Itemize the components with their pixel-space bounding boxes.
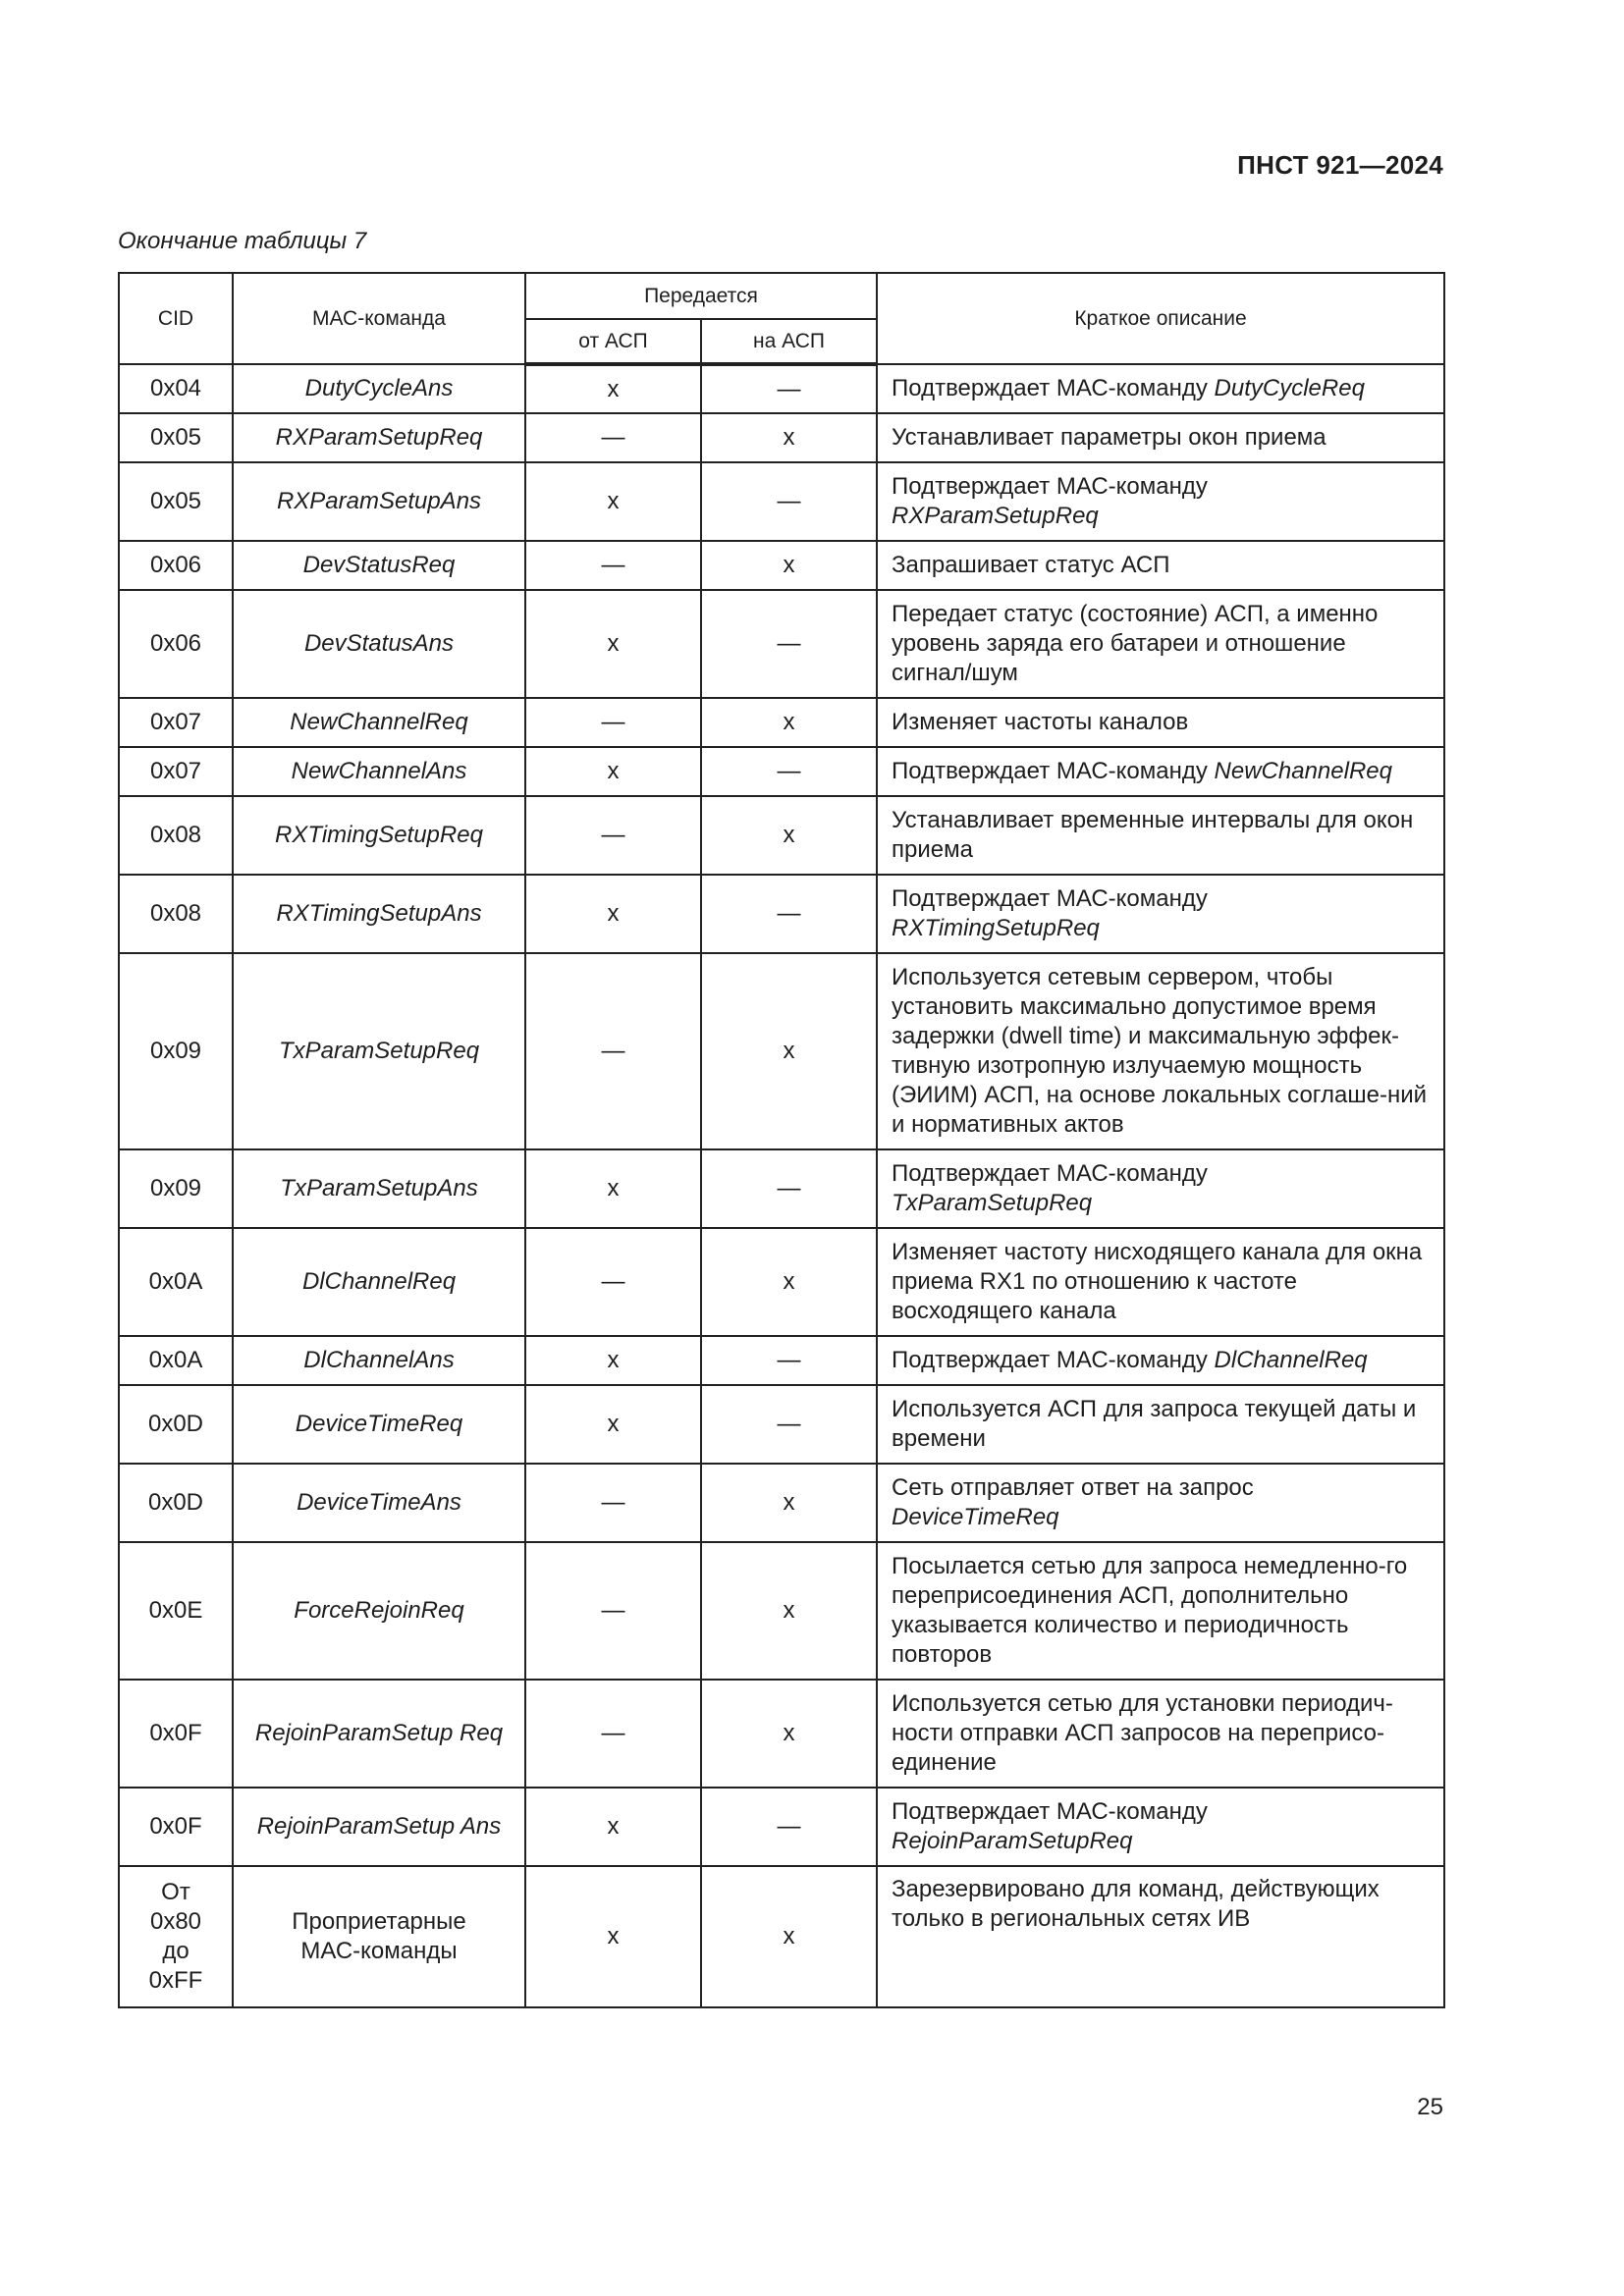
table-row: [119, 1385, 1444, 1464]
mac-command-cell: DeviceTimeReq: [233, 1385, 525, 1464]
mac-command-cell: DeviceTimeAns: [233, 1464, 525, 1542]
description-cell: [877, 796, 1444, 875]
mac-command-cell: [233, 1866, 525, 2007]
mac-command-cell: RXParamSetupAns: [233, 462, 525, 541]
table-row: [119, 462, 1444, 541]
to-asp-cell: x: [701, 1866, 877, 2007]
to-asp-cell: x: [701, 541, 877, 590]
mac-command-cell: RXTimingSetupReq: [233, 796, 525, 875]
cid-cell: 0x05: [119, 462, 233, 541]
description-cell: [877, 590, 1444, 698]
cid-cell: 0x0F: [119, 1788, 233, 1866]
description-cell: [877, 1542, 1444, 1680]
cid-cell: 0x0D: [119, 1464, 233, 1542]
description-text: Устанавливает параметры окон приема: [892, 424, 1326, 451]
from-asp-cell: x: [525, 364, 701, 413]
description-cell: [877, 953, 1444, 1149]
to-asp-cell: —: [701, 1788, 877, 1866]
document-code: ПНСТ 921—2024: [1237, 150, 1443, 180]
description-command-ref: TxParamSetupReq: [892, 1190, 1093, 1216]
from-asp-cell: —: [525, 541, 701, 590]
from-asp-cell: —: [525, 1542, 701, 1680]
table-row: [119, 698, 1444, 747]
from-asp-cell: —: [525, 796, 701, 875]
description-command-ref: DlChannelReq: [1214, 1347, 1368, 1373]
description-text: Посылается сетью для запроса немедленно-го переприсоединения АСП, дополнительно указывается количество и периодичность повторов: [892, 1553, 1408, 1668]
to-asp-cell: —: [701, 1149, 877, 1228]
description-cell: [877, 1680, 1444, 1788]
mac-command-cell: RXTimingSetupAns: [233, 875, 525, 953]
table-row: [119, 1788, 1444, 1866]
table-row: [119, 364, 1444, 413]
table-row: [119, 1228, 1444, 1336]
to-asp-cell: —: [701, 590, 877, 698]
cid-range-line: до: [162, 1938, 189, 1964]
description-command-ref: RXParamSetupReq: [892, 503, 1099, 529]
cid-cell: 0x0D: [119, 1385, 233, 1464]
table-body: [119, 364, 1444, 2007]
mac-command-cell: NewChannelReq: [233, 698, 525, 747]
cid-cell: 0x0A: [119, 1336, 233, 1385]
header-transmitted: Передается: [525, 273, 877, 319]
table-row: [119, 1336, 1444, 1385]
header-from-asp: от АСП: [525, 319, 701, 364]
description-text: Подтверждает МАС-команду: [892, 1160, 1208, 1187]
description-text: Подтверждает МАС-команду: [892, 885, 1208, 912]
cid-cell: 0x08: [119, 875, 233, 953]
mac-command-cell: TxParamSetupReq: [233, 953, 525, 1149]
table-row: [119, 953, 1444, 1149]
to-asp-cell: —: [701, 364, 877, 413]
cid-cell: 0x07: [119, 747, 233, 796]
from-asp-cell: x: [525, 1385, 701, 1464]
to-asp-cell: x: [701, 1228, 877, 1336]
description-text: Сеть отправляет ответ на запрос: [892, 1474, 1254, 1501]
description-cell: [877, 364, 1444, 413]
table-row: [119, 1542, 1444, 1680]
from-asp-cell: x: [525, 1866, 701, 2007]
table-row: [119, 413, 1444, 462]
description-text: Подтверждает МАС-команду: [892, 1347, 1215, 1373]
table-row: [119, 796, 1444, 875]
mac-command-cell: ForceRejoinReq: [233, 1542, 525, 1680]
from-asp-cell: x: [525, 590, 701, 698]
header-description: Краткое описание: [877, 273, 1444, 364]
description-text: Подтверждает МАС-команду: [892, 758, 1215, 784]
from-asp-cell: —: [525, 1228, 701, 1336]
mac-command-cell: RXParamSetupReq: [233, 413, 525, 462]
description-command-ref: RXTimingSetupReq: [892, 915, 1100, 941]
description-cell: [877, 1788, 1444, 1866]
from-asp-cell: x: [525, 1149, 701, 1228]
description-command-ref: RejoinParamSetupReq: [892, 1828, 1133, 1854]
cid-cell: 0x0A: [119, 1228, 233, 1336]
cid-cell: 0x09: [119, 1149, 233, 1228]
mac-command-cell: DutyCycleAns: [233, 364, 525, 413]
to-asp-cell: x: [701, 698, 877, 747]
header-to-asp: на АСП: [701, 319, 877, 364]
cid-cell: 0x0F: [119, 1680, 233, 1788]
description-text: Запрашивает статус АСП: [892, 552, 1170, 578]
description-command-ref: DeviceTimeReq: [892, 1504, 1059, 1530]
from-asp-cell: x: [525, 875, 701, 953]
cid-cell: 0x08: [119, 796, 233, 875]
cid-range-cell: [119, 1866, 233, 2007]
cid-cell: 0x09: [119, 953, 233, 1149]
description-text: Передает статус (состояние) АСП, а именно уровень заряда его батареи и отношение сигнал/шум: [892, 601, 1379, 686]
description-text: Подтверждает МАС-команду: [892, 375, 1215, 401]
cid-cell: 0x05: [119, 413, 233, 462]
description-cell: [877, 1228, 1444, 1336]
to-asp-cell: —: [701, 747, 877, 796]
mac-command-cell: RejoinParamSetup Req: [233, 1680, 525, 1788]
description-cell: [877, 1464, 1444, 1542]
table-row: [119, 541, 1444, 590]
mac-command-cell: RejoinParamSetup Ans: [233, 1788, 525, 1866]
description-cell: [877, 875, 1444, 953]
mac-command-cell: DlChannelReq: [233, 1228, 525, 1336]
table-row: [119, 875, 1444, 953]
description-cell: [877, 1149, 1444, 1228]
description-cell: [877, 541, 1444, 590]
description-text: Используется АСП для запроса текущей даты и времени: [892, 1396, 1417, 1452]
from-asp-cell: —: [525, 953, 701, 1149]
page-number: 25: [1417, 2094, 1443, 2120]
mac-command-cell: DevStatusAns: [233, 590, 525, 698]
description-cell: [877, 1385, 1444, 1464]
to-asp-cell: —: [701, 1336, 877, 1385]
table-row: [119, 590, 1444, 698]
mac-command-cell: TxParamSetupAns: [233, 1149, 525, 1228]
cid-cell: 0x04: [119, 364, 233, 413]
mac-commands-table: [118, 272, 1445, 2008]
description-text: Используется сетью для установки периодич-ности отправки АСП запросов на переприсо-единение: [892, 1690, 1393, 1776]
to-asp-cell: —: [701, 875, 877, 953]
description-cell: Зарезервировано для команд, действующих только в региональных сетях ИВ: [877, 1866, 1444, 2007]
to-asp-cell: x: [701, 1680, 877, 1788]
to-asp-cell: x: [701, 953, 877, 1149]
header-cid: CID: [119, 273, 233, 364]
header-mac-command: МАС-команда: [233, 273, 525, 364]
description-text: Подтверждает МАС-команду: [892, 473, 1208, 500]
description-cell: [877, 747, 1444, 796]
description-command-ref: NewChannelReq: [1214, 758, 1392, 784]
table-caption: Окончание таблицы 7: [118, 228, 367, 254]
table-row: [119, 1149, 1444, 1228]
mac-command-line: Проприетарные: [292, 1908, 466, 1935]
description-text: Подтверждает МАС-команду: [892, 1798, 1208, 1825]
description-text: Изменяет частоту нисходящего канала для окна приема RX1 по отношению к частоте восходящего канала: [892, 1239, 1423, 1324]
to-asp-cell: x: [701, 1542, 877, 1680]
description-cell: [877, 1336, 1444, 1385]
to-asp-cell: —: [701, 462, 877, 541]
from-asp-cell: x: [525, 1788, 701, 1866]
cid-range-line: 0x80: [149, 1908, 202, 1935]
from-asp-cell: —: [525, 1680, 701, 1788]
from-asp-cell: —: [525, 1464, 701, 1542]
mac-command-line: МАС-команды: [300, 1938, 458, 1964]
from-asp-cell: x: [525, 747, 701, 796]
description-cell: [877, 413, 1444, 462]
description-text: Устанавливает временные интервалы для окон приема: [892, 807, 1414, 863]
mac-command-cell: DlChannelAns: [233, 1336, 525, 1385]
cid-cell: 0x06: [119, 590, 233, 698]
table-row: [119, 1680, 1444, 1788]
to-asp-cell: x: [701, 1464, 877, 1542]
to-asp-cell: x: [701, 413, 877, 462]
from-asp-cell: x: [525, 462, 701, 541]
description-cell: [877, 462, 1444, 541]
from-asp-cell: x: [525, 1336, 701, 1385]
table-row-proprietary: [119, 1866, 1444, 2007]
description-text: Изменяет частоты каналов: [892, 709, 1189, 735]
table-row: [119, 1464, 1444, 1542]
cid-cell: 0x0E: [119, 1542, 233, 1680]
mac-command-cell: NewChannelAns: [233, 747, 525, 796]
cid-cell: 0x07: [119, 698, 233, 747]
from-asp-cell: —: [525, 698, 701, 747]
cid-cell: 0x06: [119, 541, 233, 590]
to-asp-cell: —: [701, 1385, 877, 1464]
cid-range-line: От: [161, 1879, 190, 1905]
mac-command-cell: DevStatusReq: [233, 541, 525, 590]
description-cell: [877, 698, 1444, 747]
description-text: Используется сетевым сервером, чтобы установить максимально допустимое время задержки (dwell time) и максимальную эффек-тивную изотропную излучаемую мощность (ЭИИМ) АСП, на основе локальных соглаше-ний и нормативных актов: [892, 964, 1428, 1138]
description-command-ref: DutyCycleReq: [1214, 375, 1365, 401]
table-row: [119, 747, 1444, 796]
cid-range-line: 0xFF: [148, 1967, 203, 1994]
from-asp-cell: —: [525, 413, 701, 462]
to-asp-cell: x: [701, 796, 877, 875]
